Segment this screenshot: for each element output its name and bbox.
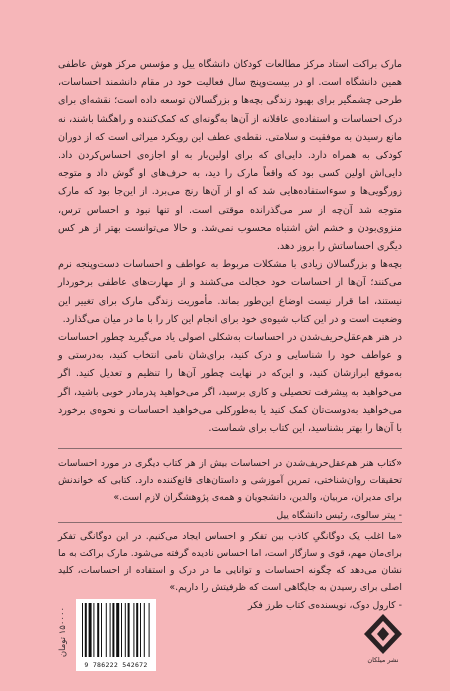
barcode-bar [128, 603, 130, 657]
barcode-icon [80, 603, 152, 659]
price-text: ۱۵۰۰۰۰ تومان [58, 606, 68, 658]
barcode-bar [144, 603, 145, 657]
barcode-bar [93, 603, 94, 657]
barcode-bar [82, 603, 83, 657]
barcode-bar [116, 603, 119, 657]
barcode-bar [97, 603, 99, 657]
publisher-logo [362, 612, 404, 672]
blurb-paragraph-3: در هنر هم‌عقل‌حریف‌شدن در احساسات به‌شکلی اصولی یاد می‌گیرید چطور احساسات و عواطف خود را شناسایی و درک کنید، برای‌شان نامی انتخاب کنید، به‌درستی و به‌موقع ابرازشان کنید، و این‌که در نهایت چطور آن‌ها را تنظیم و تعدیل کنید. اگر می‌خواهید به پیشرفت تحصیلی و کاری برسید، اگر می‌خواهید پدر‌مادر خوبی باشید، اگر می‌خواهید به‌دوست‌تان کمک کنید یا به‌طورکلی می‌خواهید احساسات و نحوه‌ی برخورد با آن‌ها را بهتر بشناسید، این کتاب برای شماست. [58, 332, 402, 435]
isbn-number: 9 786222 542672 [84, 661, 148, 669]
blurb-paragraph-2: بچه‌ها و بزرگسالان زیادی با مشکلات مربوط به عواطف و احساسات دست‌وپنجه نرم می‌کنند؛ آن‌ها از احساسات خود خجالت می‌کشند و از مهارت‌های عاطفی برخوردار نیستند، اما قرار نیست اوضاع این‌طور بماند. مأموریت زندگی مارک برای تغییر این وضعیت است و در این کتاب شیوه‌ی خود برای انجام این کار را با ما در میان می‌گذارد. [58, 259, 402, 325]
blurb [58, 56, 402, 438]
blurb-paragraph-1: مارک براکت استاد مرکز مطالعات کودکان دانشگاه ییل و مؤسس مرکز هوش عاطفی همین دانشگاه است. او در بیست‌وپنج سال فعالیت خود در مقام دانشمند احساسات، طرحی چشمگیر برای بهبود زندگی بچه‌ها و بزرگسالان توسعه داده است؛ نقشه‌ای برای درک احساسات و استفاده‌ی عاقلانه از آن‌ها به‌گونه‌ای که کمک‌کننده و راهگشا باشند، نه مانع رسیدن به موفقیت و سلامتی. نقطه‌ی عطف این رویکرد میراثی است که از دوران کودکی به همراه دارد. دایی‌ای که برای اولین‌بار به او اجازه‌ی احساس‌کردن داد. دایی‌اش اولین کسی بود که واقعاً مارک را دید، به حرف‌های او گوش داد و متوجه زورگویی‌ها و سوءاستفاده‌هایی شد که او از آن‌ها رنج می‌برد. از این‌جا بود که مارک متوجه شد آن‌چه از سر می‌گذرانده موقتی است. او تنها نبود و احساس ترس، منزوی‌بودن و خشم اش اشتباه محسوب نمی‌شد. و حالا می‌توانست بهتر از هر کس دیگری احساساتش را بروز دهد. [58, 59, 402, 253]
price-label [54, 595, 72, 669]
barcode-bar [121, 603, 122, 657]
endorsement-1-author: - پیتر سالوی، رئیس دانشگاه ییل [276, 510, 402, 521]
barcode-bar [101, 603, 102, 657]
barcode-bar [149, 603, 150, 657]
barcode-bar [106, 603, 107, 657]
divider-top [58, 448, 402, 449]
divider-middle [58, 522, 402, 523]
publisher-name: نشر میلکان [367, 656, 399, 664]
publisher-logo-icon [362, 612, 404, 656]
barcode-bar [112, 603, 114, 657]
barcode-bar [110, 603, 111, 657]
barcode-bar [136, 603, 138, 657]
endorsement-1-text: «کتاب هنر هم‌عقل‌حریف‌شدن در احساسات بیش از هر کتاب دیگری در مورد احساسات تحقیقات روان‌شناختی، تمرین آموزشی و داستان‌های قانع‌کننده دارد. کتابی که خواندنش برای مدیران، مربیان، والدین، دانشجویان و همه‌ی پژوهشگران لازم است.» [58, 458, 402, 503]
barcode-bar [89, 603, 92, 657]
barcode-bar [133, 603, 134, 657]
barcode-bar [125, 603, 126, 657]
endorsement-1 [58, 455, 402, 524]
barcode-bar [140, 603, 141, 657]
endorsement-2-author: - کارول دوک، نویسنده‌ی کتاب طرز فکر [248, 600, 402, 611]
endorsement-2-text: «ما اغلب یک دوگانگیِ کاذب بین تفکر و احساس ایجاد می‌کنیم. در این دوگانگی تفکر برای‌مان مهم، قوی و سازگار است، اما احساس نادیده گرفته می‌شود. مارک براکت به ما نشان می‌دهد که چگونه احساسات و توانایی ما در درک و استفاده از احساسات، کلید اصلی برای رسیدن به جایگاهی است که ظرفیتش را داریم.» [58, 531, 402, 593]
barcode-bar [85, 603, 87, 657]
